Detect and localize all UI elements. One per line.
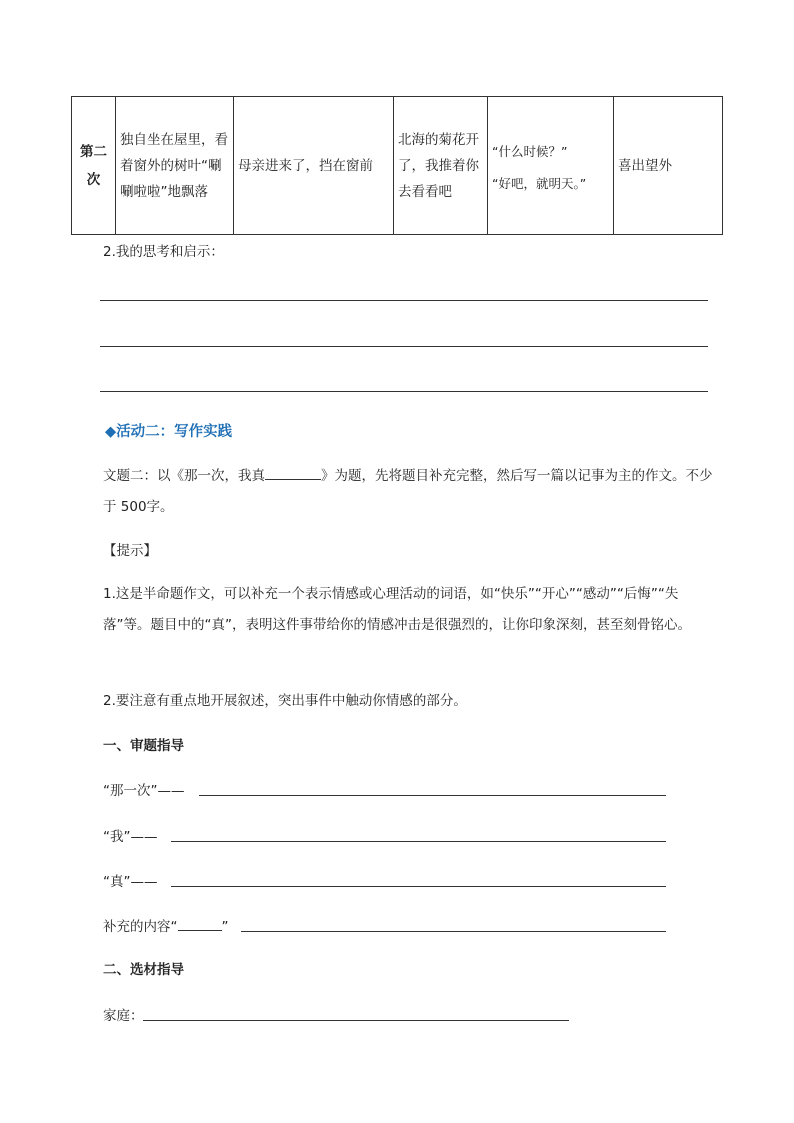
table-row — [72, 97, 723, 235]
item-me-line[interactable] — [171, 841, 666, 842]
table-cell-words: 北海的菊花开了，我推着你去看看吧 — [394, 97, 488, 235]
table-cell-reply — [488, 97, 614, 235]
question-2-label: 2.我的思考和启示： — [103, 244, 224, 260]
item-that-time-line[interactable] — [199, 795, 666, 796]
reply-line-2: “好吧，就明天。” — [492, 175, 587, 191]
reply-line-1: “什么时候？” — [492, 143, 568, 159]
title-blank[interactable] — [265, 464, 321, 480]
supplement-blank[interactable] — [178, 915, 222, 931]
hint-heading: 【提示】 — [103, 543, 157, 559]
item-really-label: “真”—— — [103, 874, 158, 890]
hint-2: 2.要注意有重点地开展叙述，突出事件中触动你情感的部分。 — [103, 693, 467, 709]
section-2-heading: 二、选材指导 — [103, 962, 184, 978]
supplement-suffix: ” — [221, 919, 229, 935]
item-supplement — [103, 913, 229, 941]
prompt-part-2: 》为题，先将题目补充完整，然后写一篇以记事为主的作文。不少于 500字。 — [103, 468, 713, 515]
item-me-label: “我”—— — [103, 829, 158, 845]
table-cell-feeling: 喜出望外 — [614, 97, 723, 235]
row-label: 第二次 — [72, 97, 116, 235]
prompt-part-1: 文题二：以《那一次，我真 — [103, 468, 265, 484]
activity-heading — [105, 420, 232, 441]
supplement-prefix: 补充的内容“ — [103, 919, 178, 935]
hint-1: 1.这是半命题作文，可以补充一个表示情感或心理活动的词语，如“快乐”“开心”“感动”“后悔”“失落”等。题目中的“真”，表明这件事带给你的情感冲击是很强烈的，让你印象深刻，甚至刻骨铭心。 — [103, 586, 691, 633]
item-really-line[interactable] — [171, 886, 666, 887]
supplement-line[interactable] — [241, 931, 666, 932]
answer-line-3[interactable] — [100, 391, 708, 392]
comparison-table — [71, 96, 723, 235]
family-label: 家庭： — [103, 1008, 144, 1024]
activity-title: 活动二：写作实践 — [116, 424, 233, 440]
writing-prompt — [103, 461, 723, 523]
table-cell-action: 母亲进来了，挡在窗前 — [234, 97, 394, 235]
table-cell-scene: 独自坐在屋里，看着窗外的树叶“唰唰啦啦”地飘落 — [116, 97, 234, 235]
answer-line-2[interactable] — [100, 346, 708, 347]
item-that-time-label: “那一次”—— — [103, 783, 185, 799]
section-1-heading: 一、审题指导 — [103, 738, 184, 754]
family-line[interactable] — [143, 1020, 569, 1021]
diamond-icon: ◆ — [105, 424, 117, 440]
answer-line-1[interactable] — [100, 300, 708, 301]
